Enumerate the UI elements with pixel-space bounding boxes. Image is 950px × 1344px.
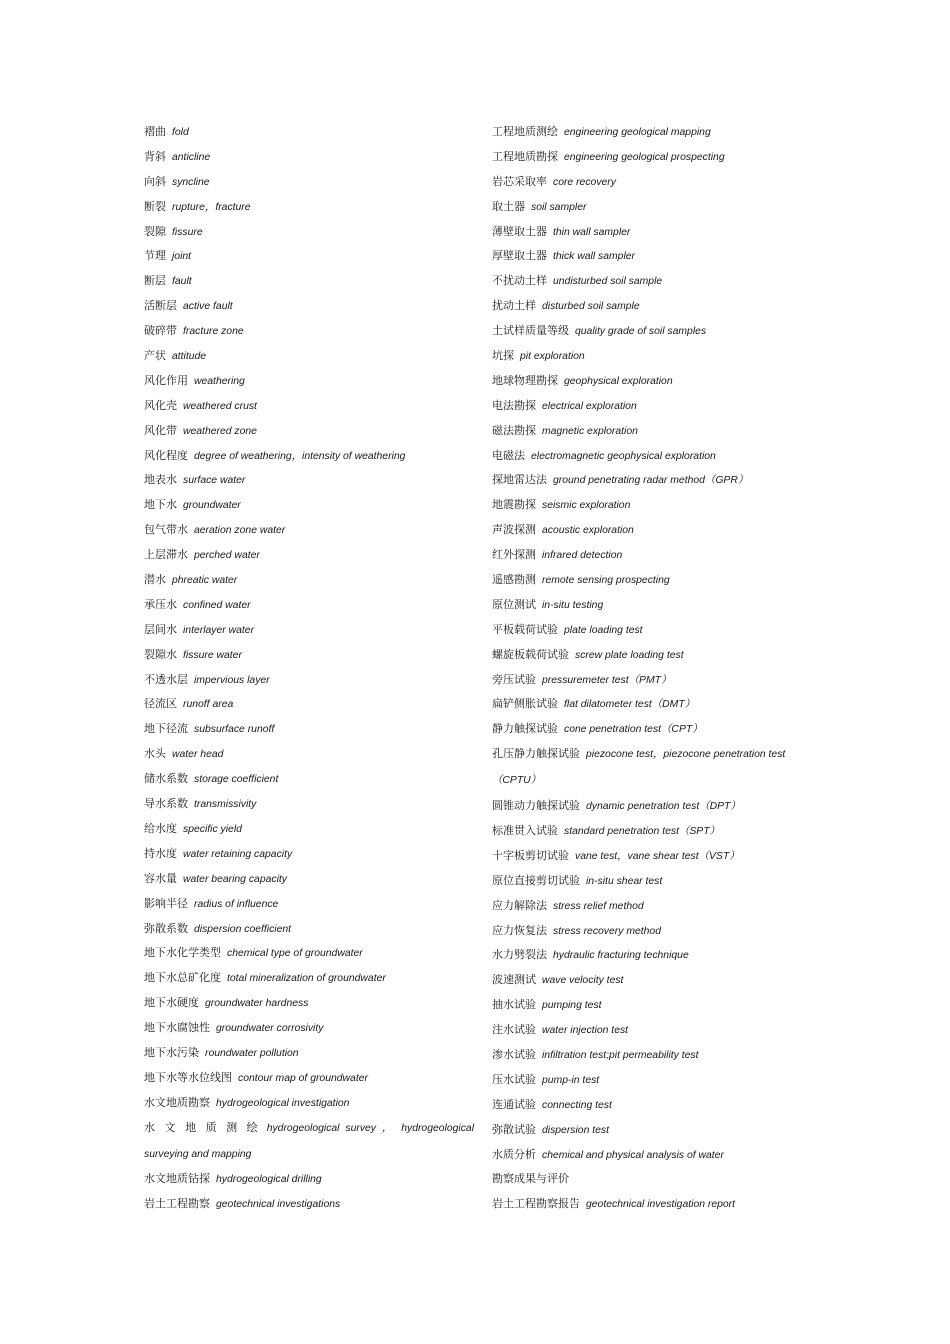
term-chinese: 破碎带: [144, 324, 177, 338]
term-chinese: 注水试验: [492, 1023, 536, 1037]
term-entry: [492, 568, 822, 593]
term-entry: [492, 195, 822, 220]
term-entry: [492, 1068, 822, 1093]
term-entry: [492, 1043, 822, 1068]
term-entry: [492, 593, 822, 618]
term-english: pressuremeter test（PMT）: [542, 674, 672, 686]
term-chinese: 地下水等水位线图: [144, 1070, 232, 1084]
term-entry: [144, 195, 474, 220]
term-entry: [144, 468, 474, 493]
term-chinese: 声波探测: [492, 523, 536, 537]
term-entry: [492, 244, 822, 269]
term-english: pump-in test: [542, 1074, 600, 1086]
term-entry: [144, 1091, 474, 1116]
term-chinese: 风化壳: [144, 398, 177, 412]
term-entry: [492, 1192, 822, 1217]
term-english: cone penetration test（CPT）: [564, 724, 703, 736]
term-chinese: 不透水层: [144, 672, 188, 686]
term-english: hydrogeological drilling: [216, 1174, 322, 1186]
term-entry: [144, 1192, 474, 1217]
term-chinese: 静力触探试验: [492, 722, 558, 736]
term-chinese: 电磁法: [492, 448, 525, 462]
term-chinese: 活断层: [144, 299, 177, 313]
term-chinese: 岩土工程勘察报告: [492, 1197, 580, 1211]
term-english: weathered crust: [183, 400, 257, 412]
term-chinese: 水文地质勘察: [144, 1095, 210, 1109]
term-english: wave velocity test: [542, 975, 624, 987]
term-english: fold: [172, 127, 189, 138]
term-entry: [144, 244, 474, 269]
term-chinese: 地表水: [144, 473, 177, 487]
term-entry: [144, 593, 474, 618]
term-english: geotechnical investigation report: [586, 1199, 736, 1211]
term-english: engineering geological mapping: [564, 127, 711, 138]
term-entry: [144, 294, 474, 319]
term-chinese: 岩芯采取率: [492, 174, 547, 188]
term-chinese: 岩土工程勘察: [144, 1197, 210, 1211]
term-english: engineering geological prospecting: [564, 151, 725, 163]
term-entry: [144, 742, 474, 767]
term-entry: [144, 817, 474, 842]
term-entry: [144, 692, 474, 717]
term-entry: [492, 319, 822, 344]
term-chinese: 地下水: [144, 498, 177, 512]
term-chinese: 节理: [144, 249, 166, 263]
term-english: seismic exploration: [542, 500, 631, 512]
term-chinese: 应力恢复法: [492, 923, 547, 937]
term-entry: [144, 842, 474, 867]
term-chinese: 向斜: [144, 174, 166, 188]
term-entry: [492, 444, 822, 469]
term-entry: [492, 668, 822, 693]
term-english: stress relief method: [553, 900, 644, 912]
term-english: water retaining capacity: [183, 848, 293, 860]
term-english: rupture，fracture: [172, 201, 251, 213]
term-english: ground penetrating radar method（GPR）: [553, 475, 749, 487]
term-entry: [492, 170, 822, 195]
term-english: piezocone test，piezocone penetration test（CPTU）: [492, 749, 786, 787]
term-chinese: 取土器: [492, 199, 525, 213]
term-chinese: 承压水: [144, 597, 177, 611]
term-chinese: 包气带水: [144, 523, 188, 537]
term-chinese: 导水系数: [144, 797, 188, 811]
term-chinese: 工程地质测绘: [492, 125, 558, 138]
term-chinese: 压水试验: [492, 1072, 536, 1086]
term-english: disturbed soil sample: [542, 301, 640, 313]
term-chinese: 地下水腐蚀性: [144, 1021, 210, 1035]
term-english: flat dilatometer test（DMT）: [564, 699, 696, 711]
term-entry: [144, 344, 474, 369]
term-english: in-situ shear test: [586, 875, 663, 887]
term-chinese: 扁铲侧胀试验: [492, 697, 558, 711]
term-english: infrared detection: [542, 550, 623, 562]
term-english: screw plate loading test: [575, 649, 684, 661]
term-entry: [492, 819, 822, 844]
term-english: stress recovery method: [553, 925, 661, 937]
term-entry: [144, 419, 474, 444]
term-entry: [492, 120, 822, 145]
term-chinese: 原位直接剪切试验: [492, 873, 580, 887]
term-chinese: 平板载荷试验: [492, 622, 558, 636]
term-entry: [492, 1093, 822, 1118]
term-english: soil sampler: [531, 201, 587, 213]
term-english: geotechnical investigations: [216, 1199, 341, 1211]
term-entry: [144, 867, 474, 892]
term-chinese: 旁压试验: [492, 672, 536, 686]
term-entry: [492, 869, 822, 894]
term-english: impervious layer: [194, 674, 270, 686]
term-entry: [144, 444, 474, 469]
term-english: fissure: [172, 226, 203, 238]
term-chinese: 水头: [144, 747, 166, 761]
term-chinese: 水 文 地 质 测 绘: [144, 1120, 261, 1134]
term-entry: [144, 618, 474, 643]
term-entry: [144, 1066, 474, 1091]
term-chinese: 磁法勘探: [492, 423, 536, 437]
term-chinese: 影响半径: [144, 896, 188, 910]
term-chinese: 风化作用: [144, 373, 188, 387]
term-chinese: 裂隙: [144, 224, 166, 238]
term-entry: [492, 543, 822, 568]
term-english: groundwater hardness: [205, 998, 309, 1010]
term-english: transmissivity: [194, 799, 257, 811]
term-english: phreatic water: [172, 575, 238, 587]
term-entry: [492, 643, 822, 668]
term-chinese: 持水度: [144, 846, 177, 860]
term-entry: [492, 1118, 822, 1143]
term-chinese: 圆锥动力触探试验: [492, 799, 580, 813]
term-entry: [492, 518, 822, 543]
term-chinese: 径流区: [144, 697, 177, 711]
term-entry: [144, 1116, 474, 1168]
term-english: surface water: [183, 475, 246, 487]
term-entry: [144, 543, 474, 568]
term-english: storage coefficient: [194, 774, 279, 786]
term-chinese: 渗水试验: [492, 1047, 536, 1061]
term-english: weathered zone: [183, 425, 257, 437]
term-entry: [144, 1167, 474, 1192]
term-english: hydrogeological survey ， hydrogeological surveying and mapping: [144, 1122, 475, 1160]
term-english: joint: [172, 251, 192, 263]
term-chinese: 探地雷达法: [492, 473, 547, 487]
term-chinese: 薄壁取土器: [492, 224, 547, 238]
term-entry: [144, 1016, 474, 1041]
term-english: connecting test: [542, 1099, 612, 1111]
term-chinese: 波速测试: [492, 973, 536, 987]
term-chinese: 坑探: [492, 349, 514, 363]
term-entry: [144, 767, 474, 792]
term-chinese: 裂隙水: [144, 647, 177, 661]
term-english: interlayer water: [183, 624, 255, 636]
term-english: pumping test: [542, 1000, 602, 1012]
term-chinese: 弥散系数: [144, 921, 188, 935]
term-entry: [144, 170, 474, 195]
term-chinese: 水文地质钻探: [144, 1172, 210, 1186]
term-english: chemical and physical analysis of water: [542, 1149, 724, 1161]
term-chinese: 容水量: [144, 871, 177, 885]
term-english: roundwater pollution: [205, 1047, 299, 1059]
term-english: dispersion test: [542, 1124, 609, 1136]
term-chinese: 水力劈裂法: [492, 948, 547, 962]
term-english: electromagnetic geophysical exploration: [531, 450, 716, 462]
term-chinese: 连通试验: [492, 1097, 536, 1111]
term-entry: [144, 120, 474, 145]
term-english: quality grade of soil samples: [575, 326, 707, 338]
term-chinese: 不扰动土样: [492, 274, 547, 288]
term-chinese: 厚壁取土器: [492, 249, 547, 263]
term-chinese: 孔压静力触探试验: [492, 747, 580, 761]
term-chinese: 褶曲: [144, 125, 166, 138]
term-english: water injection test: [542, 1025, 629, 1037]
term-entry: [492, 968, 822, 993]
term-english: hydraulic fracturing technique: [553, 950, 689, 962]
term-chinese: 弥散试验: [492, 1122, 536, 1136]
term-entry: [492, 344, 822, 369]
term-entry: [492, 1167, 822, 1192]
term-entry: [492, 145, 822, 170]
term-english: attitude: [172, 351, 207, 363]
term-chinese: 层间水: [144, 622, 177, 636]
term-english: plate loading test: [564, 624, 643, 636]
term-english: contour map of groundwater: [238, 1072, 368, 1084]
term-entry: [492, 993, 822, 1018]
term-english: remote sensing prospecting: [542, 575, 670, 587]
term-entry: [144, 518, 474, 543]
term-chinese: 应力解除法: [492, 898, 547, 912]
term-english: in-situ testing: [542, 599, 604, 611]
term-entry: [492, 742, 822, 794]
term-entry: [144, 643, 474, 668]
term-english: electrical exploration: [542, 400, 637, 412]
term-entry: [144, 792, 474, 817]
term-english: anticline: [172, 151, 211, 163]
term-english: aeration zone water: [194, 525, 286, 537]
term-entry: [492, 468, 822, 493]
term-english: fault: [172, 276, 192, 288]
term-chinese: 扰动土样: [492, 299, 536, 313]
term-english: fissure water: [183, 649, 242, 661]
term-chinese: 地下水污染: [144, 1045, 199, 1059]
term-chinese: 断层: [144, 274, 166, 288]
term-chinese: 土试样质量等级: [492, 324, 569, 338]
term-english: fracture zone: [183, 326, 244, 338]
term-chinese: 螺旋板载荷试验: [492, 647, 569, 661]
term-entry: [492, 943, 822, 968]
term-entry: [492, 419, 822, 444]
term-english: runoff area: [183, 699, 234, 711]
term-chinese: 地下水总矿化度: [144, 971, 221, 985]
term-entry: [492, 269, 822, 294]
term-entry: [492, 493, 822, 518]
term-entry: [144, 394, 474, 419]
term-chinese: 产状: [144, 349, 166, 363]
term-entry: [492, 618, 822, 643]
term-english: undisturbed soil sample: [553, 276, 663, 288]
term-chinese: 断裂: [144, 199, 166, 213]
term-english: water bearing capacity: [183, 873, 287, 885]
term-english: syncline: [172, 176, 210, 188]
term-entry: [144, 269, 474, 294]
term-entry: [144, 319, 474, 344]
term-entry: [144, 717, 474, 742]
term-english: specific yield: [183, 823, 242, 835]
term-entry: [144, 568, 474, 593]
term-english: chemical type of groundwater: [227, 948, 363, 960]
term-chinese: 电法勘探: [492, 398, 536, 412]
term-entry: [144, 941, 474, 966]
term-chinese: 地震勘探: [492, 498, 536, 512]
term-entry: [144, 145, 474, 170]
left-column: [144, 120, 474, 1217]
term-english: active fault: [183, 301, 233, 313]
term-entry: [492, 1143, 822, 1168]
term-entry: [492, 794, 822, 819]
term-entry: [144, 966, 474, 991]
term-chinese: 抽水试验: [492, 998, 536, 1012]
term-entry: [492, 894, 822, 919]
term-english: perched water: [194, 550, 260, 562]
term-english: radius of influence: [194, 898, 279, 910]
term-entry: [144, 991, 474, 1016]
term-entry: [492, 692, 822, 717]
term-english: dispersion coefficient: [194, 923, 292, 935]
term-chinese: 地下水化学类型: [144, 946, 221, 960]
term-english: thin wall sampler: [553, 226, 631, 238]
term-entry: [492, 294, 822, 319]
term-english: standard penetration test（SPT）: [564, 825, 720, 837]
term-entry: [492, 369, 822, 394]
term-entry: [492, 844, 822, 869]
term-english: dynamic penetration test（DPT）: [586, 801, 741, 813]
term-chinese: 给水度: [144, 821, 177, 835]
term-english: thick wall sampler: [553, 251, 635, 263]
term-english: vane test，vane shear test（VST）: [575, 850, 740, 862]
term-entry: [492, 919, 822, 944]
term-english: water head: [172, 749, 224, 761]
term-chinese: 潜水: [144, 573, 166, 587]
term-chinese: 标准贯入试验: [492, 823, 558, 837]
right-column: [492, 120, 822, 1217]
term-entry: [492, 394, 822, 419]
term-entry: [492, 220, 822, 245]
term-english: groundwater corrosivity: [216, 1023, 324, 1035]
term-entry: [144, 493, 474, 518]
term-english: subsurface runoff: [194, 724, 275, 736]
term-english: total mineralization of groundwater: [227, 973, 386, 985]
term-english: groundwater: [183, 500, 241, 512]
term-chinese: 地下水硬度: [144, 996, 199, 1010]
term-chinese: 勘察成果与评价: [492, 1172, 569, 1186]
term-english: magnetic exploration: [542, 425, 638, 437]
term-chinese: 背斜: [144, 149, 166, 163]
term-entry: [144, 220, 474, 245]
term-english: weathering: [194, 375, 245, 387]
term-chinese: 遥感勘测: [492, 573, 536, 587]
term-entry: [144, 917, 474, 942]
term-english: confined water: [183, 599, 251, 611]
term-chinese: 原位测试: [492, 597, 536, 611]
term-chinese: 水质分析: [492, 1147, 536, 1161]
term-english: infiltration test;pit permeability test: [542, 1049, 699, 1061]
term-english: pit exploration: [520, 351, 585, 363]
term-chinese: 地下径流: [144, 722, 188, 736]
term-english: degree of weathering，intensity of weathering: [194, 450, 406, 462]
term-entry: [144, 369, 474, 394]
term-english: acoustic exploration: [542, 525, 634, 537]
term-chinese: 风化程度: [144, 448, 188, 462]
term-english: geophysical exploration: [564, 375, 673, 387]
term-chinese: 上层滞水: [144, 548, 188, 562]
term-chinese: 红外探测: [492, 548, 536, 562]
term-chinese: 储水系数: [144, 772, 188, 786]
term-entry: [144, 668, 474, 693]
term-entry: [144, 1041, 474, 1066]
term-chinese: 工程地质勘探: [492, 149, 558, 163]
term-chinese: 风化带: [144, 423, 177, 437]
term-entry: [492, 717, 822, 742]
term-chinese: 地球物理勘探: [492, 373, 558, 387]
term-english: core recovery: [553, 176, 616, 188]
term-entry: [492, 1018, 822, 1043]
term-english: hydrogeological investigation: [216, 1097, 350, 1109]
term-chinese: 十字板剪切试验: [492, 848, 569, 862]
term-entry: [144, 892, 474, 917]
